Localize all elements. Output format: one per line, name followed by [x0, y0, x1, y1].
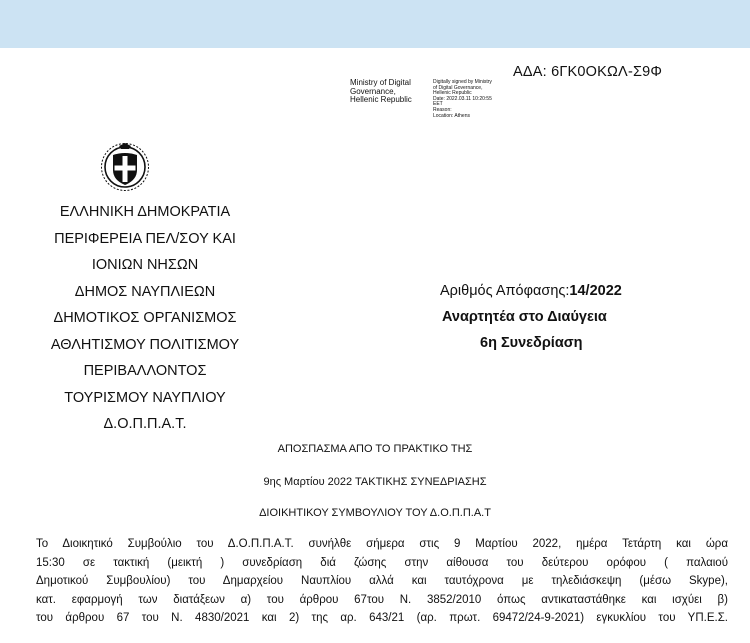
decision-number-label: Αριθμός Απόφασης:	[440, 283, 570, 299]
digital-signature-details	[433, 80, 523, 119]
signature-detail-line: Hellenic Republic	[433, 90, 472, 97]
top-banner	[0, 0, 750, 48]
body-line: Το Διοικητικό Συμβούλιο του Δ.Ο.Π.Π.Α.Τ. συνήλθε σήμερα στις 9 Μαρτίου 2022, ημέρα Τετάρτη και ώρα	[36, 538, 728, 550]
body-line: 15:30 σε τακτική (μεικτή ) συνεδρίαση διά ζώσης στην αίθουσα του δεύτερου ορόφου ( παλαιού	[36, 556, 728, 569]
signer-line: Ministry of Digital	[350, 78, 411, 87]
meeting-date-heading: 9ης Μαρτίου 2022 ΤΑΚΤΙΚΗΣ ΣΥΝΕΔΡΙΑΣΗΣ	[263, 476, 487, 488]
signature-detail-line: Location: Athens	[433, 112, 470, 119]
ada-code: ΑΔΑ: 6ΓΚ0ΟΚΩΛ-Σ9Φ	[513, 64, 663, 80]
org-line: ΑΘΛΗΤΙΣΜΟΥ ΠΟΛΙΤΙΣΜΟΥ	[50, 336, 240, 353]
org-line: ΔΗΜΟΤΙΚΟΣ ΟΡΓΑΝΙΣΜΟΣ	[53, 310, 237, 326]
signature-detail-line: Date: 2022.03.11 10:20:55	[433, 95, 492, 102]
org-line: ΔΗΜΟΣ ΝΑΥΠΛΙΕΩΝ	[74, 283, 216, 300]
org-line: ΠΕΡΙΦΕΡΕΙΑ ΠΕΛ/ΣΟΥ ΚΑΙ	[54, 230, 236, 247]
org-line: ΕΛΛΗΝΙΚΗ ΔΗΜΟΚΡΑΤΙΑ	[59, 204, 231, 220]
signature-detail-line: of Digital Governance,	[433, 84, 483, 91]
issuing-organization	[20, 199, 270, 438]
decision-number	[440, 278, 680, 304]
board-heading: ΔΙΟΙΚΗΤΙΚΟΥ ΣΥΜΒΟΥΛΙΟΥ ΤΟΥ Δ.Ο.Π.Π.Α.Τ	[259, 507, 491, 519]
minutes-body	[36, 535, 728, 628]
posting-note: Αναρτητέα στο Διαύγεια	[442, 309, 607, 325]
body-line: κατ. εφαρμογή των διατάξεων α) του άρθρου 67του Ν. 3852/2010 όπως αντικαταστάθηκε και ισχύει β)	[36, 593, 728, 606]
signer-line: Hellenic Republic	[350, 95, 412, 104]
signature-detail-line: Digitally signed by Ministry	[433, 79, 492, 85]
org-line: ΤΟΥΡΙΣΜΟΥ ΝΑΥΠΛΙΟΥ	[64, 389, 226, 406]
org-line: ΠΕΡΙΒΑΛΛΟΝΤΟΣ	[83, 363, 207, 379]
decision-info	[440, 278, 680, 356]
signature-detail-line: EET	[433, 101, 443, 108]
extract-heading: ΑΠΟΣΠΑΣΜΑ ΑΠΟ ΤΟ ΠΡΑΚΤΙΚΟ ΤΗΣ	[277, 443, 473, 455]
body-line: του άρθρου 67 του Ν. 4830/2021 και 2) της αρ. 643/21 (αρ. πρωτ. 69472/24-9-2021) εγκυκλίου του ΥΠ.Ε.Σ.	[36, 612, 728, 624]
digital-signature-signer	[350, 79, 430, 105]
org-line: Δ.Ο.Π.Π.Α.Τ.	[103, 416, 187, 432]
org-line: ΙΟΝΙΩΝ ΝΗΣΩΝ	[91, 257, 199, 273]
signer-line: Governance,	[350, 86, 396, 96]
hellenic-republic-emblem-icon	[99, 140, 151, 192]
signature-detail-line: Reason:	[433, 106, 452, 113]
decision-number-value: 14/2022	[569, 283, 622, 299]
body-line: Δημοτικού Συμβουλίου) του Δημαρχείου Ναυπλίου αλλά και ταυτόχρονα με τηλεδιάσκεψη (μέσω Skype),	[36, 575, 728, 587]
session-number: 6η Συνεδρίαση	[480, 335, 583, 351]
